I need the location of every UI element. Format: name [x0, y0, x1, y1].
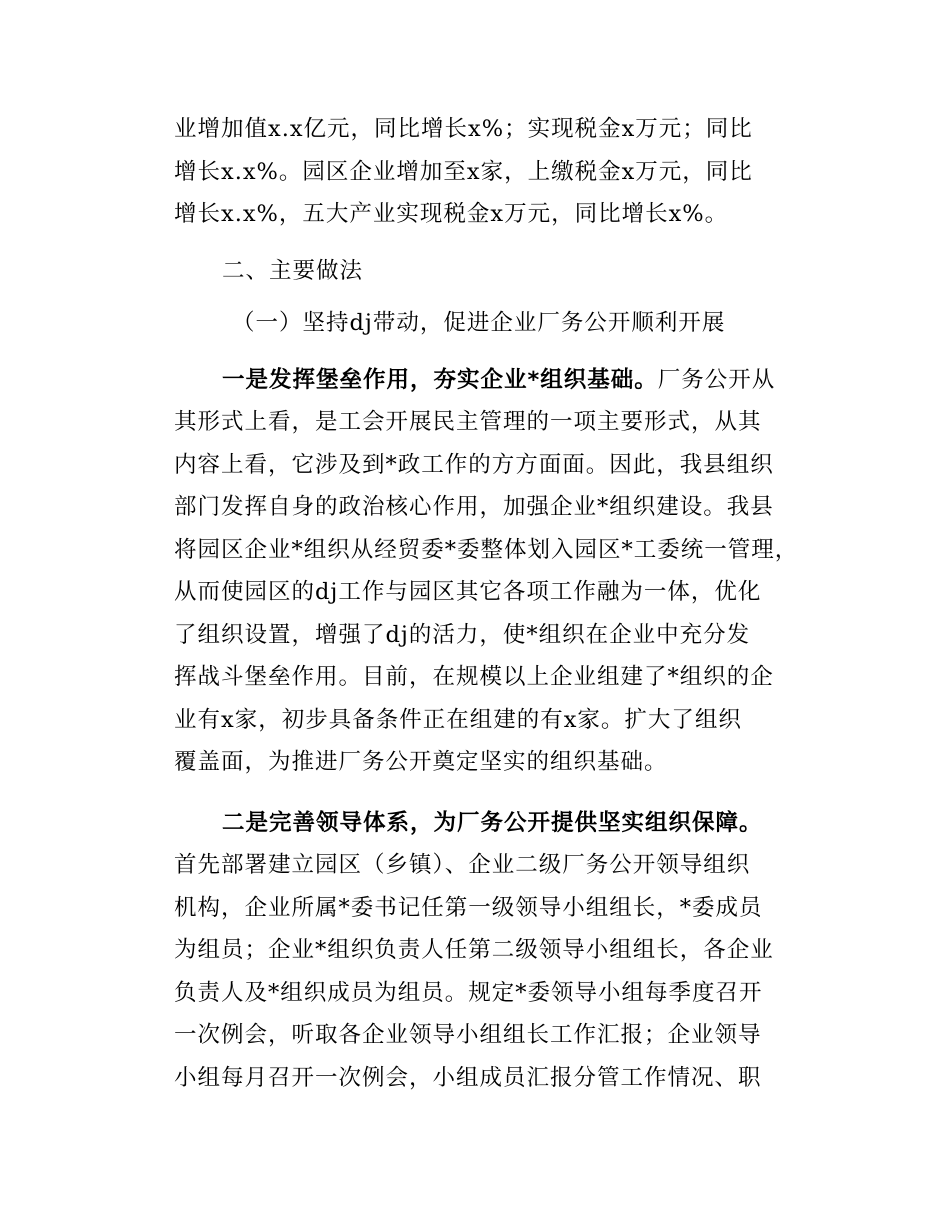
- text-line: 了组织设置，增强了dj的活力，使*组织在企业中充分发: [174, 621, 751, 648]
- text-line: 业增加值x.x亿元，同比增长x%；实现税金x万元；同比: [174, 116, 753, 142]
- paragraph-one: [174, 359, 814, 784]
- section-heading: 二、主要做法: [222, 257, 364, 284]
- paragraph-one-first-line-rest: 厂务公开从: [657, 366, 776, 393]
- text-line: 机构，企业所属*委书记任第一级领导小组组长，*委成员: [174, 894, 763, 921]
- text-line: 负责人及*组织成员为组员。规定*委领导小组每季度召开: [174, 979, 763, 1006]
- text-line: 增长x.x%。园区企业增加至x家，上缴税金x万元，同比: [174, 158, 753, 185]
- text-line: 业有x家，初步具备条件正在组建的有x家。扩大了组织: [174, 706, 742, 733]
- paragraph-two-first-line: [174, 802, 814, 845]
- text-line: 覆盖面，为推进厂务公开奠定坚实的组织基础。: [174, 749, 668, 775]
- intro-paragraph: [174, 108, 814, 236]
- text-line: 小组每月召开一次例会，小组成员汇报分管工作情况、职: [174, 1064, 762, 1091]
- text-line: 其形式上看，是工会开展民主管理的一项主要形式，从其: [174, 409, 762, 435]
- subsection-heading: （一）坚持dj带动，促进企业厂务公开顺利开展: [232, 310, 726, 336]
- text-line: 挥战斗堡垒作用。目前，在规模以上企业组建了*组织的企: [174, 664, 774, 690]
- paragraph-two-bold-lead: 二是完善领导体系，为厂务公开提供坚实组织保障。: [222, 809, 763, 836]
- text-line: 增长x.x%，五大产业实现税金x万元，同比增长x%。: [174, 201, 729, 227]
- text-line: 部门发挥自身的政治核心作用，加强企业*组织建设。我县: [174, 494, 774, 520]
- text-line: 将园区企业*组织从经贸委*委整体划入园区*工委统一管理，: [174, 536, 799, 563]
- paragraph-one-bold-lead: 一是发挥堡垒作用，夯实企业*组织基础。: [222, 366, 658, 393]
- document-page: [174, 108, 814, 1099]
- paragraph-two: [174, 802, 814, 1100]
- text-line: 内容上看，它涉及到*政工作的方方面面。因此，我县组织: [174, 451, 774, 478]
- paragraph-one-first-line: [174, 359, 814, 402]
- text-line: 一次例会，听取各企业领导小组组长工作汇报；企业领导: [174, 1022, 762, 1048]
- text-line: 从而使园区的dj工作与园区其它各项工作融为一体，优化: [174, 579, 762, 605]
- text-line: 首先部署建立园区（乡镇）、企业二级厂务公开领导组织: [174, 852, 751, 878]
- text-line: 为组员；企业*组织负责人任第二级领导小组组长，各企业: [174, 937, 774, 963]
